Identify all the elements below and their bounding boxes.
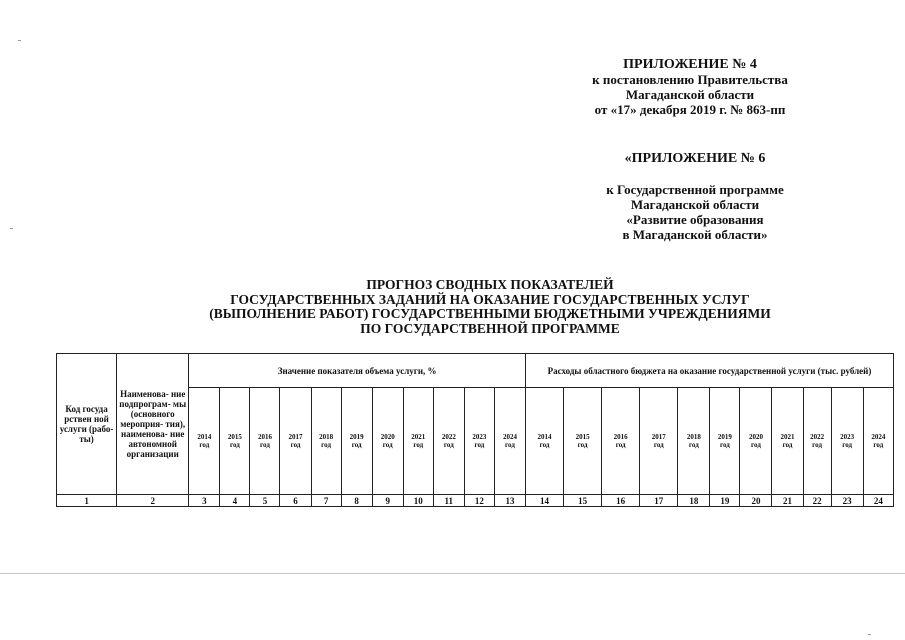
annex-program-line4: «Развитие образования — [626, 212, 764, 227]
budget-year-2019 — [710, 388, 740, 495]
annex-top-line3: Магаданской области — [625, 87, 755, 102]
year-label: 2017 — [288, 433, 303, 441]
column-number-19: 19 — [710, 495, 740, 507]
year-label: 2014 — [197, 433, 212, 441]
indicator-year-2021 — [403, 388, 433, 495]
title-line1: ПРОГНОЗ СВОДНЫХ ПОКАЗАТЕЛЕЙ — [366, 277, 614, 292]
year-label: 2024 — [871, 433, 886, 441]
column-number-14: 14 — [525, 495, 563, 507]
column-number-21: 21 — [772, 495, 803, 507]
year-label: 2020 — [380, 433, 395, 441]
col-name-header: Наименова- ние подпрограм- мы (основного мероприя- тия), наименова- ние автономной организации — [117, 354, 189, 495]
year-unit-label: год — [229, 441, 240, 449]
annex-top-title: ПРИЛОЖЕНИЕ № 4 — [623, 57, 757, 72]
indicator-year-2020 — [372, 388, 403, 495]
year-label: 2023 — [472, 433, 487, 441]
column-number-10: 10 — [403, 495, 433, 507]
annex-top-line4: от «17» декабря 2019 г. № 863-пп — [594, 102, 786, 117]
indicator-year-2022 — [433, 388, 464, 495]
budget-year-2017 — [640, 388, 678, 495]
budget-year-2014 — [525, 388, 563, 495]
budget-year-2021 — [772, 388, 803, 495]
column-number-2: 2 — [117, 495, 189, 507]
year-label: 2018 — [319, 433, 334, 441]
budget-year-2022 — [803, 388, 831, 495]
budget-year-2016 — [602, 388, 640, 495]
year-unit-label: год — [539, 441, 550, 449]
year-unit-label: год — [474, 441, 485, 449]
year-unit-label: год — [719, 441, 730, 449]
year-unit-label: год — [615, 441, 626, 449]
year-unit-label: год — [751, 441, 761, 449]
column-number-7: 7 — [311, 495, 341, 507]
column-number-20: 20 — [740, 495, 772, 507]
indicator-year-2014 — [189, 388, 220, 495]
document-title — [120, 278, 860, 336]
year-unit-label: год — [199, 441, 210, 449]
year-label: 2024 — [502, 433, 517, 441]
scan-speck — [10, 228, 13, 229]
column-number-8: 8 — [341, 495, 372, 507]
year-unit-label: год — [413, 441, 424, 449]
col-code-header: Код госуда рствен ной услуги (рабо- ты) — [57, 354, 117, 495]
column-number-18: 18 — [678, 495, 710, 507]
year-unit-label: год — [688, 441, 699, 449]
column-number-22: 22 — [803, 495, 831, 507]
year-label: 2022 — [810, 433, 825, 441]
year-label: 2016 — [257, 433, 272, 441]
column-number-15: 15 — [564, 495, 602, 507]
indicator-year-2024 — [494, 388, 525, 495]
year-unit-label: год — [812, 441, 822, 449]
year-label: 2014 — [537, 433, 552, 441]
year-unit-label: год — [873, 441, 884, 449]
annex-program-line2: к Государственной программе — [606, 182, 784, 197]
year-unit-label: год — [351, 441, 362, 449]
year-label: 2021 — [780, 433, 795, 441]
column-number-1: 1 — [57, 495, 117, 507]
annex-top-line2: к постановлению Правительства — [592, 72, 788, 87]
column-number-11: 11 — [433, 495, 464, 507]
column-number-5: 5 — [250, 495, 280, 507]
scan-speck — [868, 634, 871, 635]
year-unit-label: год — [577, 441, 588, 449]
group-indicator-header: Значение показателя объема услуги, % — [189, 354, 526, 388]
year-label: 2020 — [748, 433, 763, 441]
scan-speck — [18, 40, 21, 41]
annex-top-block — [540, 57, 840, 117]
column-number-24: 24 — [863, 495, 893, 507]
year-unit-label: год — [505, 441, 515, 449]
year-unit-label: год — [782, 441, 793, 449]
year-label: 2023 — [840, 433, 855, 441]
title-line2: ГОСУДАРСТВЕННЫХ ЗАДАНИЙ НА ОКАЗАНИЕ ГОСУДАРСТВЕННЫХ УСЛУГ — [230, 291, 750, 307]
group-budget-header: Расходы областного бюджета на оказание государственной услуги (тыс. рублей) — [525, 354, 893, 388]
budget-year-2024 — [863, 388, 893, 495]
year-unit-label: год — [653, 441, 664, 449]
year-label: 2021 — [411, 433, 426, 441]
column-number-17: 17 — [640, 495, 678, 507]
year-unit-label: год — [290, 441, 301, 449]
indicator-year-2023 — [464, 388, 494, 495]
indicator-year-2019 — [341, 388, 372, 495]
year-unit-label: год — [321, 441, 331, 449]
column-number-13: 13 — [494, 495, 525, 507]
budget-year-2020 — [740, 388, 772, 495]
annex-program-line5: в Магаданской области» — [622, 227, 768, 242]
title-line4: ПО ГОСУДАРСТВЕННОЙ ПРОГРАММЕ — [360, 320, 620, 336]
year-label: 2022 — [441, 433, 456, 441]
indicator-year-2017 — [280, 388, 311, 495]
year-label: 2016 — [613, 433, 628, 441]
year-unit-label: год — [382, 441, 393, 449]
annex-program-title: «ПРИЛОЖЕНИЕ № 6 — [624, 151, 766, 166]
budget-year-2018 — [678, 388, 710, 495]
budget-year-2023 — [831, 388, 863, 495]
year-label: 2015 — [227, 433, 242, 441]
indicator-year-2016 — [250, 388, 280, 495]
annex-program-line3: Магаданской области — [630, 197, 760, 212]
indicator-year-2015 — [220, 388, 250, 495]
year-unit-label: год — [842, 441, 853, 449]
column-number-row — [57, 495, 894, 507]
column-number-23: 23 — [831, 495, 863, 507]
year-label: 2017 — [651, 433, 666, 441]
annex-program-block — [560, 151, 830, 242]
year-label: 2015 — [575, 433, 590, 441]
column-number-4: 4 — [220, 495, 250, 507]
year-label: 2019 — [349, 433, 364, 441]
column-number-16: 16 — [602, 495, 640, 507]
forecast-table — [56, 353, 894, 507]
indicator-year-2018 — [311, 388, 341, 495]
year-unit-label: год — [260, 441, 270, 449]
year-label: 2018 — [686, 433, 701, 441]
column-number-3: 3 — [189, 495, 220, 507]
column-number-6: 6 — [280, 495, 311, 507]
year-label: 2019 — [717, 433, 732, 441]
column-number-9: 9 — [372, 495, 403, 507]
title-line3: (ВЫПОЛНЕНИЕ РАБОТ) ГОСУДАРСТВЕННЫМИ БЮДЖЕТНЫМИ УЧРЕЖДЕНИЯМИ — [209, 306, 771, 321]
year-unit-label: год — [443, 441, 454, 449]
page-divider — [0, 573, 905, 574]
column-number-12: 12 — [464, 495, 494, 507]
budget-year-2015 — [564, 388, 602, 495]
